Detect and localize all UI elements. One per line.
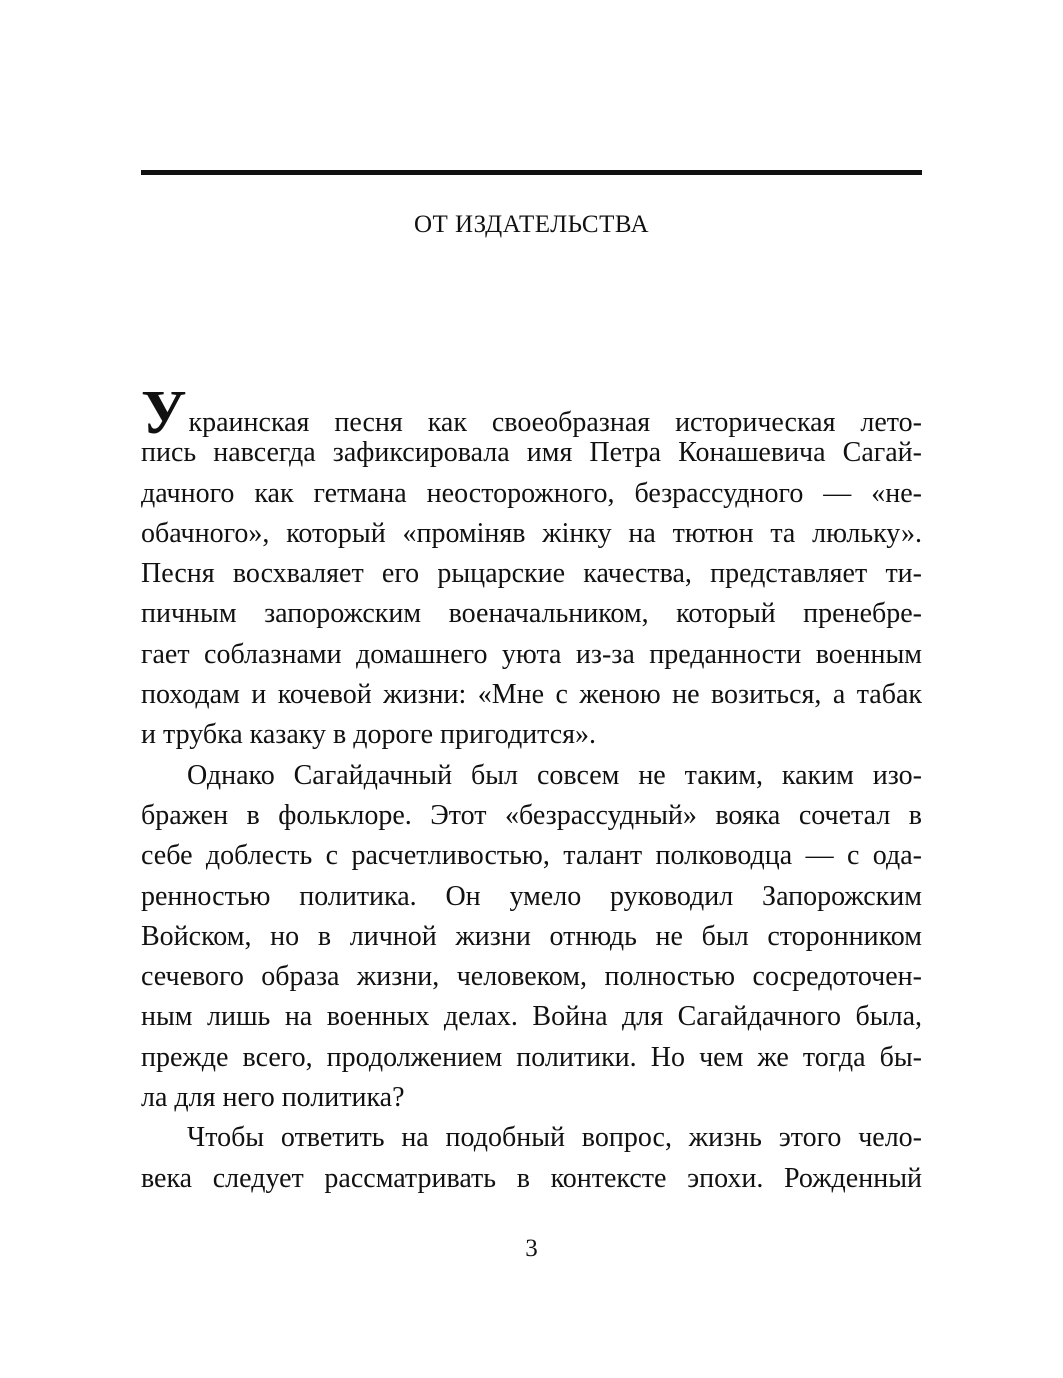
text-line: прежде всего, продолжением политики. Но чем же тогда бы-: [141, 1041, 922, 1073]
text-line: пичным запорожским военачальником, который пренебре-: [141, 598, 922, 630]
text-line: гает соблазнами домашнего уюта из-за преданности военным: [141, 638, 922, 670]
paragraph-1: [141, 379, 922, 756]
text-line: Однако Сагайдачный был совсем не таким, каким изо-: [187, 759, 922, 791]
text-line: ла для него политика?: [141, 1082, 405, 1114]
body-text: [141, 379, 922, 1199]
drop-cap: У: [141, 379, 187, 447]
paragraph-2: [141, 756, 922, 1119]
text-line: сечевого образа жизни, человеком, полностью сосредоточен-: [141, 961, 922, 993]
text-line: походам и кочевой жизни: «Мне с женою не возиться, а табак: [141, 679, 922, 711]
text-line: Украинская песня как своеобразная историческая лето-: [141, 379, 922, 447]
text-line: ренностью политика. Он умело руководил Запорожским: [141, 880, 922, 912]
text-line: дачного как гетмана неосторожного, безрассудного — «не-: [141, 477, 922, 509]
text-line: себе доблесть с расчетливостью, талант полководца — с ода-: [141, 840, 922, 872]
text-line: Песня восхваляет его рыцарские качества, представляет ти-: [141, 558, 922, 590]
header-rule: [141, 170, 922, 175]
text-line: пись навсегда зафиксировала имя Петра Конашевича Сагай-: [141, 437, 922, 469]
paragraph-3: [141, 1118, 922, 1199]
text-line: бражен в фольклоре. Этот «безрассудный» вояка сочетал в: [141, 799, 922, 831]
text-line: века следует рассматривать в контексте эпохи. Рожденный: [141, 1162, 922, 1194]
section-title: ОТ ИЗДАТЕЛЬСТВА: [413, 211, 650, 238]
text-line: и трубка казаку в дороге пригодится».: [141, 719, 597, 751]
text-line: обачного», который «проміняв жінку на тютюн та люльку».: [141, 517, 922, 549]
page-number: 3: [525, 1235, 538, 1262]
text-line: Чтобы ответить на подобный вопрос, жизнь этого чело-: [187, 1122, 922, 1154]
text-line: Войском, но в личной жизни отнюдь не был сторонником: [141, 920, 922, 952]
text-line: ным лишь на военных делах. Война для Сагайдачного была,: [141, 1001, 922, 1033]
